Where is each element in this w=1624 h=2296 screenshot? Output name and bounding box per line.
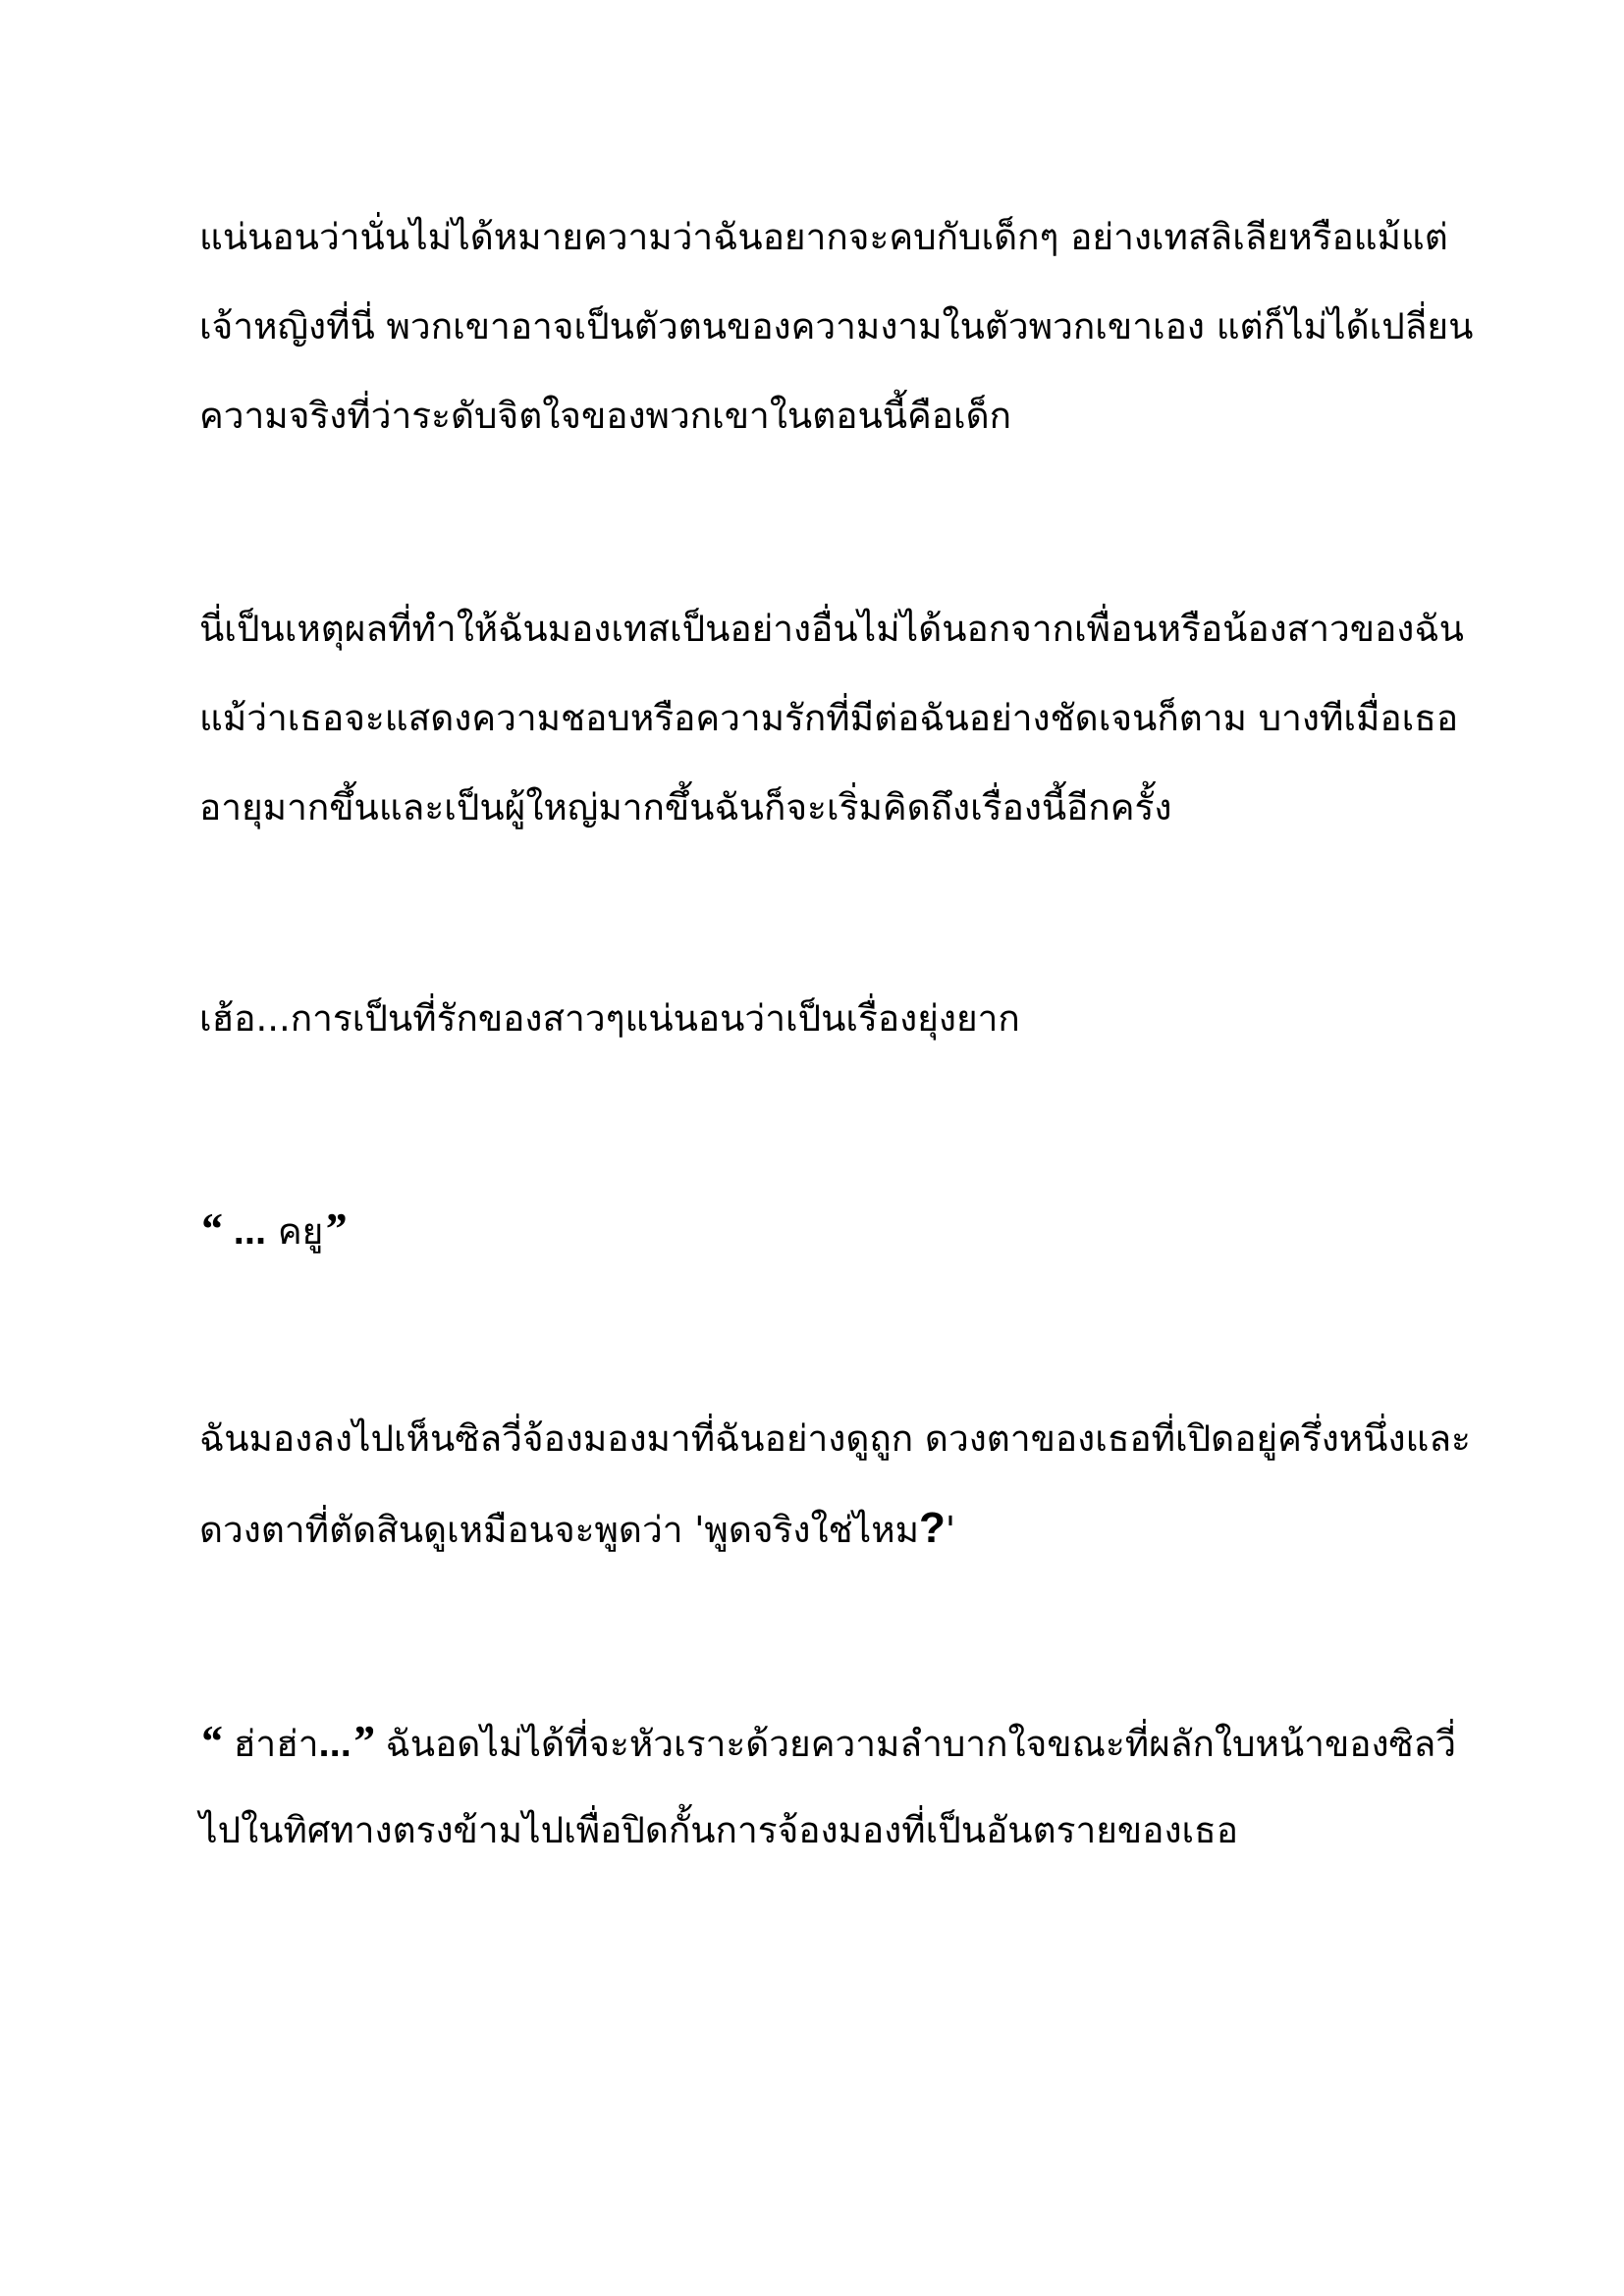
close-quote: ”	[351, 1716, 374, 1766]
paragraph-4	[199, 1394, 1471, 1573]
text-line: แม้ว่าเธอจะแสดงความชอบหรือความรักที่มีต่อฉันอย่างชัดเจนก็ตาม บางทีเมื่อเธอ	[199, 697, 1459, 739]
question-mark: ?	[919, 1504, 946, 1552]
text-line: ฉันมองลงไปเห็นซิลวี่จ้องมองมาที่ฉันอย่างดูถูก ดวงตาของเธอที่เปิดอยู่ครึ่งหนึ่งและ	[199, 1417, 1471, 1460]
paragraph-2	[199, 584, 1464, 852]
ellipsis: ...	[318, 1722, 352, 1765]
paragraph-5	[199, 1696, 1457, 1875]
open-quote: “	[199, 1203, 222, 1254]
open-quote: “	[199, 1716, 222, 1766]
text-line: นี่เป็นเหตุผลที่ทำให้ฉันมองเทสเป็นอย่างอื่นไม่ได้นอกจากเพื่อนหรือน้องสาวของฉัน	[199, 608, 1464, 650]
narration-text: ฉันอดไม่ได้ที่จะหัวเราะด้วยความลำบากใจขณะที่ผลักใบหน้าของซิลวี่	[385, 1723, 1457, 1765]
speech-text: ฮ่าฮ่า	[233, 1723, 319, 1765]
text-line: เฮ้อ...การเป็นที่รักของสาวๆแน่นอนว่าเป็นเรื่องยุ่งยาก	[199, 997, 1020, 1040]
dialogue-line	[199, 1696, 1457, 1786]
close-quote: ”	[323, 1203, 347, 1254]
paragraph-1	[199, 192, 1474, 460]
dialogue-line	[199, 1184, 1436, 1273]
paragraph-3	[199, 974, 1436, 1063]
text-line-last	[199, 1483, 1436, 1573]
closing-apostrophe: '	[945, 1509, 956, 1551]
text-line: แน่นอนว่านั่นไม่ได้หมายความว่าฉันอยากจะคบกับเด็กๆ อย่างเทสลิเลียหรือแม้แต่	[199, 216, 1448, 258]
text-line: ความจริงที่ว่าระดับจิตใจของพวกเขาในตอนนี้คือเด็ก	[199, 395, 1012, 437]
speech-text: คยู	[277, 1210, 324, 1253]
ellipsis: ...	[233, 1209, 267, 1253]
text-line: เจ้าหญิงที่นี่ พวกเขาอาจเป็นตัวตนของความงามในตัวพวกเขาเอง แต่ก็ไม่ได้เปลี่ยน	[199, 305, 1474, 347]
text-line: ไปในทิศทางตรงข้ามไปเพื่อปิดกั้นการจ้องมองที่เป็นอันตรายของเธอ	[199, 1809, 1238, 1851]
text-line: อายุมากขึ้นและเป็นผู้ใหญ่มากขึ้นฉันก็จะเริ่มคิดถึงเรื่องนี้อีกครั้ง	[199, 786, 1172, 828]
text-line-content: ดวงตาที่ตัดสินดูเหมือนจะพูดว่า 'พูดจริงใช่ไหม	[199, 1509, 920, 1551]
dialogue-kyu	[199, 1184, 1436, 1273]
